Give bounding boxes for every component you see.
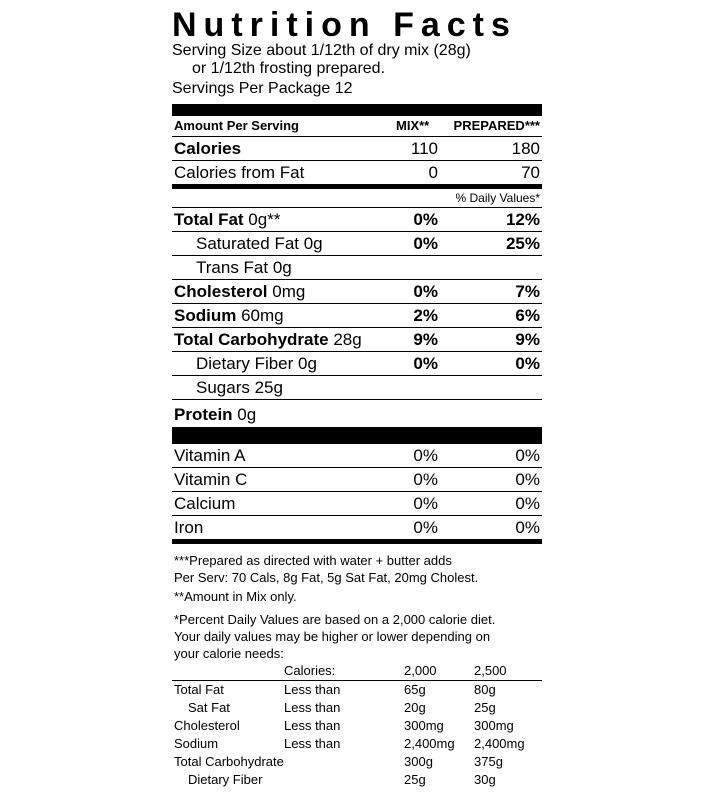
dv-table-value-2500: 80g <box>474 682 496 697</box>
nutrient-mix-dv: 0% <box>413 210 438 229</box>
serving-size-line2: or 1/12th frosting prepared. <box>192 60 386 77</box>
nutrient-mix-dv: 0% <box>413 354 438 373</box>
dv-table-nutrient: Dietary Fiber <box>188 772 263 787</box>
dv-table <box>172 681 542 789</box>
dv-table-value-2500: 2,400mg <box>474 736 525 751</box>
nutrient-row <box>172 231 542 255</box>
dv-table-row <box>172 735 542 753</box>
dv-table-row <box>172 699 542 717</box>
dv-table-row <box>172 717 542 735</box>
nutrient-row <box>172 279 542 303</box>
vitamin-prepared: 0% <box>515 446 540 465</box>
nutrient-amount: Dietary Fiber 0g <box>196 354 317 373</box>
nutrient-row <box>172 207 542 231</box>
dv-table-value-2500: 300mg <box>474 718 514 733</box>
dv-table-value-2000: 2,400mg <box>404 736 455 751</box>
nutrient-name <box>174 208 280 231</box>
dv-table-value-2500: 30g <box>474 772 496 787</box>
dv-table-value-2000: 25g <box>404 772 426 787</box>
serving-size <box>172 42 542 98</box>
nutrient-list <box>172 207 542 427</box>
amount-header <box>172 116 542 136</box>
nutrient-name <box>196 232 323 255</box>
nutrient-mix-dv: 2% <box>413 306 438 325</box>
vitamin-row <box>172 467 542 491</box>
dv-table-value-2500: 25g <box>474 700 496 715</box>
vitamin-row <box>172 444 542 467</box>
thick-divider <box>172 104 542 116</box>
dv-table-row <box>172 753 542 771</box>
dv-table-value-2000: 65g <box>404 682 426 697</box>
vitamin-prepared: 0% <box>515 494 540 513</box>
nutrient-prepared-dv: 12% <box>505 210 540 229</box>
daily-values-header <box>172 189 542 207</box>
nutrient-name <box>196 256 292 279</box>
dv-table-value-2500: 375g <box>474 754 503 769</box>
nutrient-row <box>172 303 542 327</box>
nutrient-name-bold: Cholesterol <box>174 282 268 301</box>
nutrient-amount: Saturated Fat 0g <box>196 234 323 253</box>
vitamin-row <box>172 491 542 515</box>
vitamin-name: Iron <box>174 518 204 537</box>
dv-table-qualifier: Less than <box>284 718 341 733</box>
nutrient-prepared-dv: 0% <box>515 354 540 373</box>
nutrient-name <box>174 304 284 327</box>
dv-table-calories-label: Calories: <box>284 663 336 678</box>
footnote-dv-2: Your daily values may be higher or lower depending on <box>174 629 491 644</box>
vitamin-mix: 0% <box>413 494 438 513</box>
vitamin-prepared: 0% <box>515 470 540 489</box>
nutrition-facts-label <box>172 6 542 796</box>
dv-table-qualifier: Less than <box>284 700 341 715</box>
dv-table-nutrient: Sat Fat <box>188 700 230 715</box>
dv-table-value-2000: 300g <box>404 754 433 769</box>
nutrient-row <box>172 255 542 279</box>
nutrient-prepared-dv: 6% <box>515 306 540 325</box>
nutrient-name-bold: Total Carbohydrate <box>174 330 329 349</box>
nutrient-amount: 60mg <box>236 306 284 325</box>
nutrient-name <box>174 400 256 429</box>
mix-header: MIX** <box>396 118 430 133</box>
nutrient-amount: 0g <box>232 405 257 424</box>
calories-fat-prepared: 70 <box>521 163 540 182</box>
vitamin-name: Calcium <box>174 494 236 513</box>
nutrient-prepared-dv: 25% <box>505 234 540 253</box>
nutrient-name-bold: Sodium <box>174 306 237 325</box>
nutrient-mix-dv: 0% <box>413 282 438 301</box>
footnote-divider <box>172 539 542 544</box>
vitamin-name: Vitamin C <box>174 470 248 489</box>
nutrient-amount: 0mg <box>267 282 306 301</box>
servings-per-package: Servings Per Package 12 <box>172 80 353 97</box>
calories-fat-label: Calories from Fat <box>174 163 305 182</box>
nutrient-row <box>172 327 542 351</box>
vitamin-prepared: 0% <box>515 518 540 537</box>
nutrient-name <box>196 352 317 375</box>
dv-table-qualifier: Less than <box>284 736 341 751</box>
dv-table-value-2000: 300mg <box>404 718 444 733</box>
vitamin-mix: 0% <box>413 470 438 489</box>
prepared-header: PREPARED*** <box>453 118 540 133</box>
dv-table-qualifier: Less than <box>284 682 341 697</box>
nutrient-name <box>174 328 362 351</box>
calories-label: Calories <box>174 139 242 158</box>
vitamin-list <box>172 444 542 539</box>
nutrient-name <box>196 376 283 399</box>
vitamin-name: Vitamin A <box>174 446 246 465</box>
nutrient-row <box>172 399 542 427</box>
daily-values-header-text: % Daily Values* <box>455 191 540 205</box>
nutrient-name-bold: Total Fat <box>174 210 244 229</box>
vitamin-mix: 0% <box>413 518 438 537</box>
nutrient-amount: Trans Fat 0g <box>196 258 292 277</box>
calories-row <box>172 136 542 160</box>
footnotes <box>172 552 542 662</box>
serving-size-line1: Serving Size about 1/12th of dry mix (28g) <box>172 42 471 59</box>
nutrient-amount: 0g** <box>243 210 281 229</box>
dv-table-nutrient: Total Carbohydrate <box>174 754 284 769</box>
footnote-mix: **Amount in Mix only. <box>174 589 297 604</box>
calories-mix: 110 <box>410 139 438 158</box>
dv-table-nutrient: Sodium <box>174 736 219 751</box>
calories-prepared: 180 <box>511 139 540 158</box>
dv-table-nutrient: Cholesterol <box>174 718 240 733</box>
dv-table-2500: 2,500 <box>474 663 507 678</box>
dv-table-nutrient: Total Fat <box>174 682 224 697</box>
nutrient-row <box>172 375 542 399</box>
label-title: Nutrition Facts <box>172 6 517 44</box>
nutrient-mix-dv: 0% <box>413 234 438 253</box>
nutrient-name-bold: Protein <box>174 405 233 424</box>
dv-table-row <box>172 771 542 789</box>
calories-fat-row <box>172 160 542 184</box>
nutrient-amount: 28g <box>328 330 362 349</box>
dv-table-row <box>172 681 542 699</box>
footnote-dv-1: *Percent Daily Values are based on a 2,000 calorie diet. <box>174 612 496 627</box>
footnote-dv-3: your calorie needs: <box>174 646 284 661</box>
footnote-prepared-2: Per Serv: 70 Cals, 8g Fat, 5g Sat Fat, 20mg Cholest. <box>174 570 479 585</box>
dv-table-header <box>172 662 542 680</box>
amount-per-serving: Amount Per Serving <box>174 118 299 133</box>
vitamin-row <box>172 515 542 539</box>
nutrient-mix-dv: 9% <box>413 330 438 349</box>
dv-table-2000: 2,000 <box>404 663 437 678</box>
dv-table-value-2000: 20g <box>404 700 426 715</box>
nutrient-row <box>172 351 542 375</box>
thick-divider-vitamins <box>172 427 542 444</box>
vitamin-mix: 0% <box>413 446 438 465</box>
nutrient-prepared-dv: 7% <box>515 282 540 301</box>
nutrient-name <box>174 280 305 303</box>
calories-fat-mix: 0 <box>428 163 438 182</box>
nutrient-prepared-dv: 9% <box>515 330 540 349</box>
nutrient-amount: Sugars 25g <box>196 378 283 397</box>
footnote-prepared-1: ***Prepared as directed with water + butter adds <box>174 553 452 568</box>
